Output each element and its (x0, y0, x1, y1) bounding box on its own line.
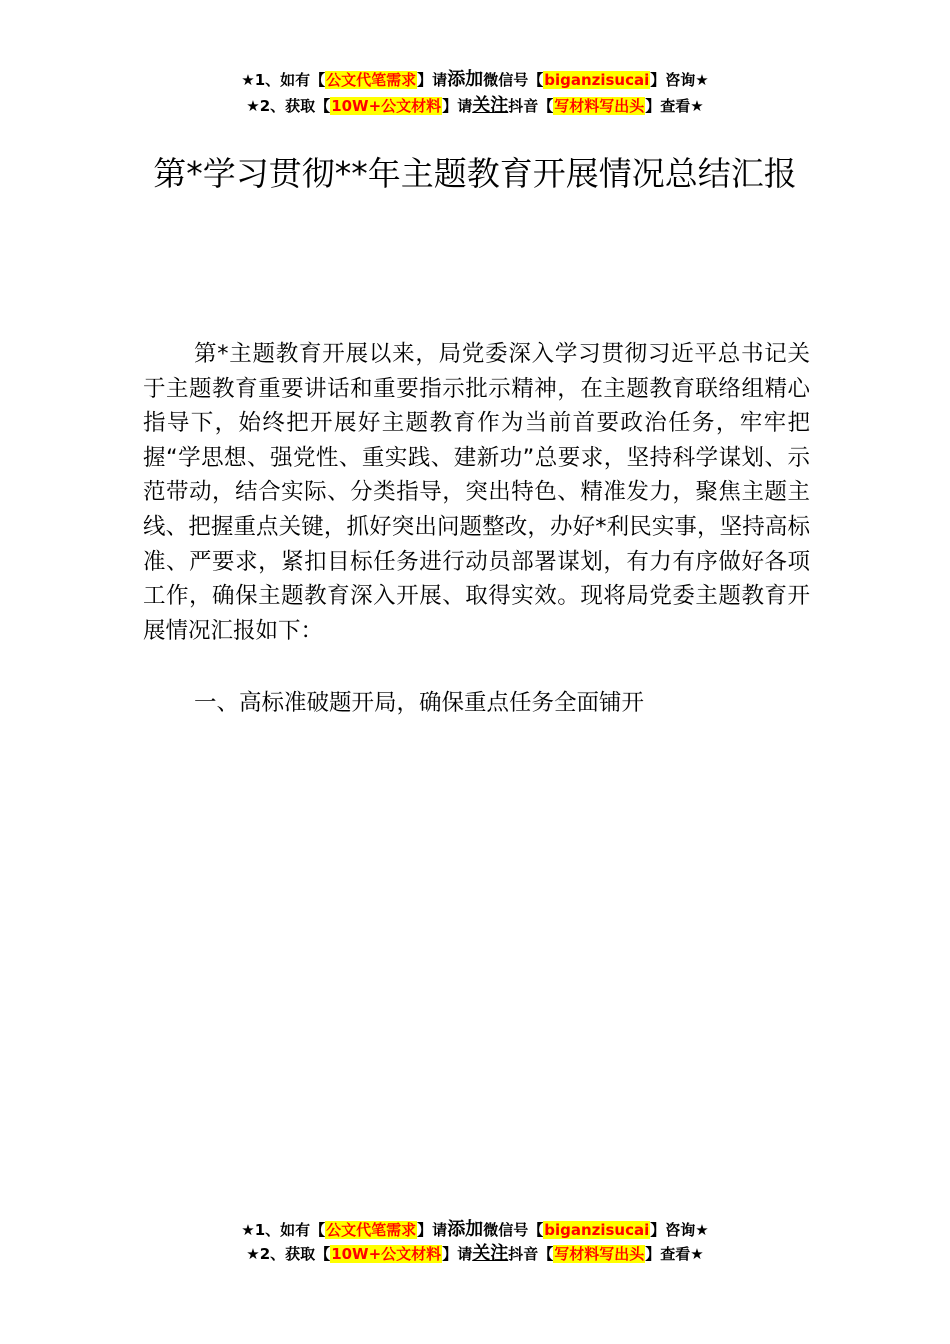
header-promo-line-2 (0, 96, 950, 116)
promo-highlight-wechat-id: biganzisucai (544, 1221, 650, 1239)
promo-text: 】请 (417, 1221, 448, 1239)
promo-highlight-service: 公文代笔需求 (326, 1221, 417, 1239)
promo-suffix: 】查看★ (645, 97, 704, 115)
promo-highlight-douyin-id: 写材料写出头 (554, 97, 645, 115)
promo-text: 抖音【 (508, 1245, 554, 1263)
document-title: 第*学习贯彻**年主题教育开展情况总结汇报 (153, 154, 797, 193)
promo-highlight-materials: 10W+公文材料 (331, 97, 442, 115)
promo-highlight-materials: 10W+公文材料 (331, 1245, 442, 1263)
promo-suffix: 】咨询★ (650, 1221, 709, 1239)
promo-text: 微信号【 (483, 1221, 544, 1239)
promo-text: 微信号【 (483, 71, 544, 89)
promo-prefix: ★2、获取【 (246, 1245, 331, 1263)
promo-emphasis: 添加 (447, 69, 484, 90)
promo-suffix: 】查看★ (645, 1245, 704, 1263)
promo-emphasis: 关注 (472, 95, 509, 116)
promo-emphasis: 关注 (472, 1243, 509, 1264)
promo-highlight-service: 公文代笔需求 (326, 71, 417, 89)
promo-text: 】请 (442, 97, 473, 115)
promo-text: 】请 (417, 71, 448, 89)
promo-highlight-douyin-id: 写材料写出头 (554, 1245, 645, 1263)
promo-text: 】请 (442, 1245, 473, 1263)
promo-suffix: 】咨询★ (650, 71, 709, 89)
footer-promo-line-2 (0, 1244, 950, 1264)
promo-prefix: ★1、如有【 (241, 1221, 326, 1239)
promo-highlight-wechat-id: biganzisucai (544, 71, 650, 89)
footer-promo-line-1 (0, 1220, 950, 1240)
promo-prefix: ★2、获取【 (246, 97, 331, 115)
section-1-heading: 一、高标准破题开局，确保重点任务全面铺开 (194, 690, 645, 716)
promo-text: 抖音【 (508, 97, 554, 115)
intro-paragraph: 第*主题教育开展以来，局党委深入学习贯彻习近平总书记关于主题教育重要讲话和重要指示批示精神，在主题教育联络组精心指导下，始终把开展好主题教育作为当前首要政治任务，牢牢把握“学思想、强党性、重实践、建新功”总要求，坚持科学谋划、示范带动，结合实际、分类指导，突出特色、精准发力，聚焦主题主线、把握重点关键，抓好突出问题整改，办好*利民实事，坚持高标准、严要求，紧扣目标任务进行动员部署谋划，有力有序做好各项工作，确保主题教育深入开展、取得实效。现将局党委主题教育开展情况汇报如下： (143, 341, 810, 644)
header-promo-line-1 (0, 70, 950, 90)
promo-prefix: ★1、如有【 (241, 71, 326, 89)
promo-emphasis: 添加 (447, 1219, 484, 1240)
